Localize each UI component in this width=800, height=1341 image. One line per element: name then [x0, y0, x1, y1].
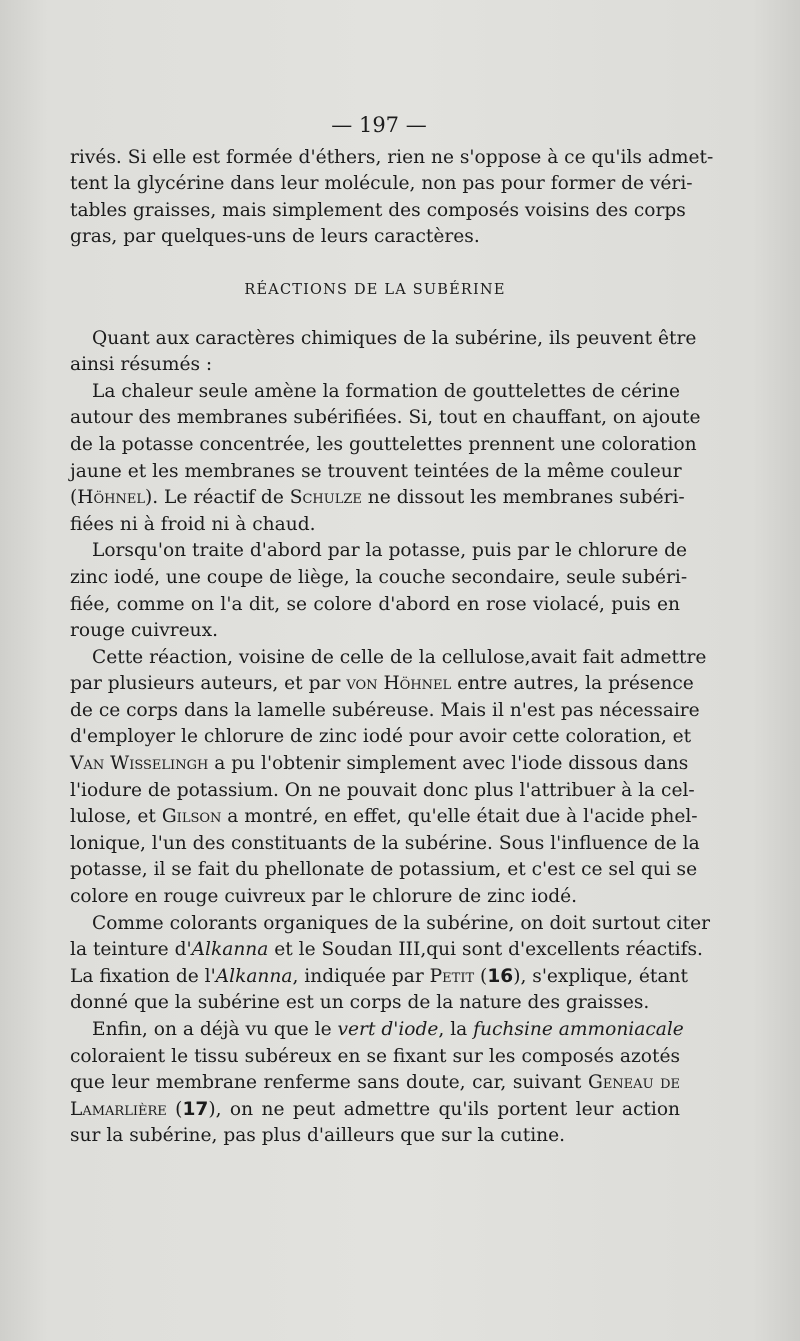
text-span: par plusieurs auteurs, et par: [70, 673, 347, 695]
section-heading: RÉACTIONS DE LA SUBÉRINE: [244, 281, 506, 298]
author-name: Geneau de: [587, 1072, 680, 1094]
text-line: [70, 751, 689, 778]
text-line: donné que la subérine est un corps de la nature des graisses.: [70, 992, 650, 1014]
author-name: Schulze: [289, 487, 362, 509]
italic-term: Alkanna: [191, 939, 269, 961]
text-span: ), on ne peut admettre qu'ils portent leur action: [208, 1098, 680, 1120]
text-span: ne dissout les membranes subéri-: [361, 487, 685, 509]
text-line: [70, 1097, 680, 1124]
page-text: [70, 112, 714, 1150]
text-span: (: [166, 1098, 183, 1120]
author-name: von Höhnel: [346, 673, 452, 695]
text-line: d'employer le chlorure de zinc iodé pour avoir cette coloration, et: [70, 726, 692, 748]
text-line: Comme colorants organiques de la subérine, on doit surtout citer: [92, 912, 711, 934]
italic-term: Alkanna: [215, 965, 293, 987]
text-line: colore en rouge cuivreux par le chlorure de zinc iodé.: [70, 886, 578, 908]
text-span: La fixation de l': [70, 965, 216, 987]
text-line: gras, par quelques-uns de leurs caractères.: [70, 226, 480, 248]
text-span: lulose, et: [70, 806, 162, 828]
text-line: [70, 964, 688, 991]
text-line: fiées ni à froid ni à chaud.: [70, 513, 316, 535]
text-line: autour des membranes subérifiées. Si, tout en chauffant, on ajoute: [70, 407, 701, 429]
text-span: entre autres, la présence: [451, 673, 694, 695]
text-line: zinc iodé, une coupe de liège, la couche secondaire, seule subéri-: [70, 566, 688, 588]
author-name: Höhnel: [77, 487, 145, 509]
text-line: fiée, comme on l'a dit, se colore d'abord en rose violacé, puis en: [70, 593, 680, 615]
author-name: Van Wisselingh: [70, 753, 209, 775]
reference-number: 16: [487, 965, 514, 987]
text-span: que leur membrane renferme sans doute, car, suivant: [70, 1072, 588, 1094]
text-span: , indiquée par: [292, 965, 430, 987]
text-line: sur la subérine, pas plus d'ailleurs que sur la cutine.: [70, 1125, 566, 1147]
text-line: La chaleur seule amène la formation de gouttelettes de cérine: [92, 380, 680, 402]
author-name: Lamarlière: [70, 1098, 167, 1120]
text-span: , la: [438, 1019, 474, 1040]
text-line: rouge cuivreux.: [70, 620, 218, 642]
text-line: tent la glycérine dans leur molécule, non pas pour former de véri-: [70, 173, 693, 195]
italic-term: vert d'iode: [337, 1019, 439, 1040]
text-line: potasse, il se fait du phellonate de potassium, et c'est ce sel qui se: [70, 859, 698, 881]
author-name: Petit: [429, 965, 475, 987]
text-span: ), s'explique, étant: [513, 965, 688, 987]
text-span: (: [474, 965, 488, 987]
text-line: [70, 937, 703, 964]
text-span: (: [70, 487, 78, 509]
text-span: a pu l'obtenir simplement avec l'iode dissous dans: [208, 753, 689, 775]
text-span: ). Le réactif de: [144, 487, 290, 509]
text-line: [70, 804, 698, 831]
text-span: a montré, en effet, qu'elle était due à l'acide phel-: [221, 806, 698, 828]
text-span: et le Soudan III,qui sont d'excellents réactifs.: [268, 939, 703, 961]
text-line: [70, 485, 685, 512]
text-line: lonique, l'un des constituants de la subérine. Sous l'influence de la: [70, 832, 700, 854]
text-line: l'iodure de potassium. On ne pouvait donc plus l'attribuer à la cel-: [70, 779, 695, 801]
text-line: [70, 671, 694, 698]
text-line: rivés. Si elle est formée d'éthers, rien ne s'oppose à ce qu'ils admet-: [70, 146, 714, 168]
author-name: Gilson: [161, 806, 222, 828]
text-line: jaune et les membranes se trouvent teintées de la même couleur: [70, 460, 682, 482]
page-number: — 197 —: [331, 113, 427, 137]
reference-number: 17: [182, 1098, 209, 1120]
text-line: coloraient le tissu subéreux en se fixant sur les composés azotés: [70, 1045, 680, 1067]
text-line: ainsi résumés :: [70, 354, 213, 376]
text-line: [70, 1017, 684, 1044]
italic-term: fuchsine ammoniacale: [473, 1019, 684, 1040]
text-line: de la potasse concentrée, les gouttelettes prennent une coloration: [70, 433, 697, 455]
text-span: la teinture d': [70, 939, 192, 961]
text-line: tables graisses, mais simplement des composés voisins des corps: [70, 199, 686, 221]
text-line: de ce corps dans la lamelle subéreuse. Mais il n'est pas nécessaire: [70, 699, 700, 721]
text-span: Enfin, on a déjà vu que le: [92, 1019, 338, 1040]
text-line: Quant aux caractères chimiques de la subérine, ils peuvent être: [92, 327, 697, 349]
text-line: Cette réaction, voisine de celle de la cellulose,avait fait admettre: [92, 646, 707, 668]
text-line: Lorsqu'on traite d'abord par la potasse, puis par le chlorure de: [92, 540, 688, 562]
text-line: [70, 1070, 680, 1097]
